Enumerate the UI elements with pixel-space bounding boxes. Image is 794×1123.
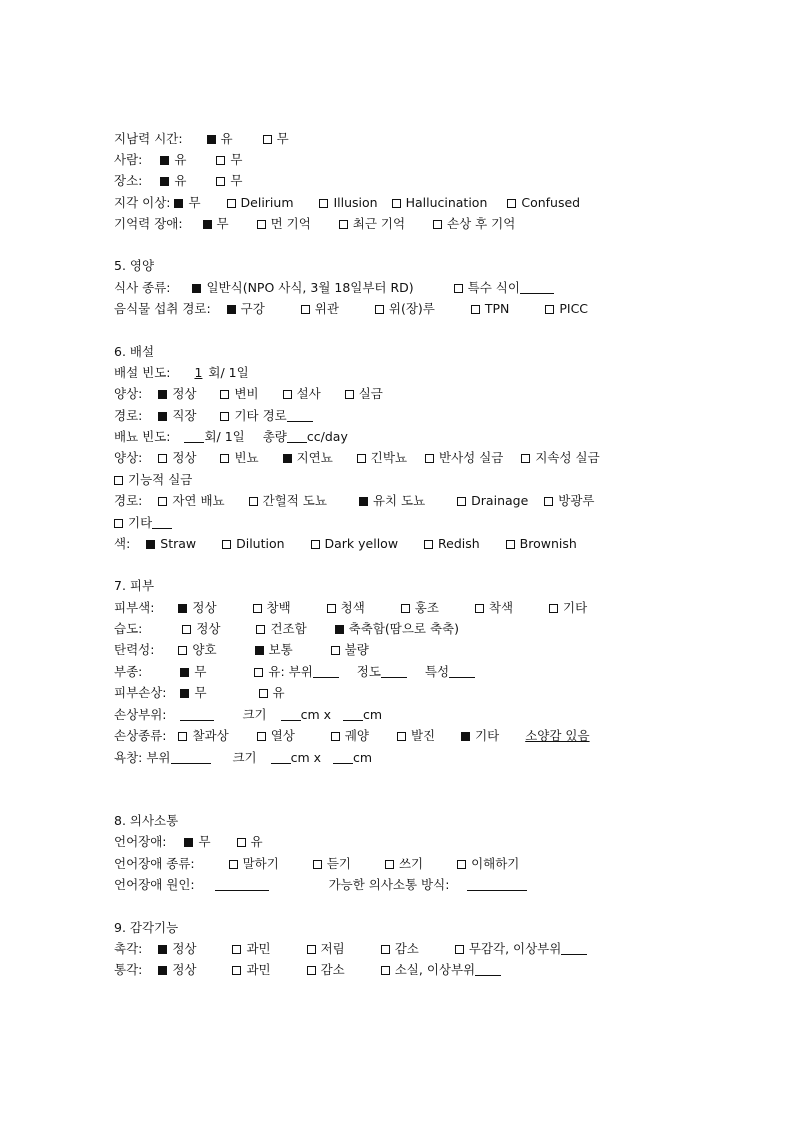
option-label: Drainage <box>471 493 529 508</box>
option-label: 자연 배뇨 <box>172 493 225 508</box>
orientation-person-row <box>114 152 242 168</box>
option-label: 특수 식이 <box>467 280 520 295</box>
section-heading: 8. 의사소통 <box>114 813 179 828</box>
blank-field[interactable] <box>152 516 172 529</box>
field-label: 양상: <box>114 386 143 401</box>
checkbox[interactable] <box>222 540 231 549</box>
checkbox-checked[interactable] <box>192 284 201 293</box>
option-label: 직장 <box>172 408 197 423</box>
checkbox[interactable] <box>283 390 292 399</box>
blank-field[interactable] <box>184 430 204 443</box>
field-label: 욕창: 부위 <box>114 750 171 765</box>
field-label: 언어장애 원인: <box>114 877 195 892</box>
unit-label: 회/ 1일 <box>204 429 245 444</box>
field-label: 경로: <box>114 408 143 423</box>
field-label: 언어장애 종류: <box>114 856 195 871</box>
checkbox[interactable] <box>257 220 266 229</box>
option-label: 청색 <box>340 600 365 615</box>
frequency-value[interactable]: 1 <box>194 365 203 380</box>
checkbox[interactable] <box>544 497 553 506</box>
checkbox[interactable] <box>254 668 263 677</box>
option-label: 설사 <box>296 386 321 401</box>
checkbox-checked[interactable] <box>180 668 189 677</box>
checkbox[interactable] <box>457 860 466 869</box>
checkbox[interactable] <box>220 412 229 421</box>
checkbox[interactable] <box>253 604 262 613</box>
blank-field[interactable] <box>287 430 307 443</box>
option-label: 정상 <box>172 962 197 977</box>
option-label: 홍조 <box>414 600 439 615</box>
field-label: 양상: <box>114 450 143 465</box>
field-label: 탄력성: <box>114 642 155 657</box>
blank-field[interactable] <box>449 665 475 678</box>
option-label: Redish <box>438 536 480 551</box>
option-label: 보통 <box>268 642 293 657</box>
blank-field[interactable] <box>467 878 527 891</box>
option-label: 건조함 <box>270 621 307 636</box>
option-label: 유 <box>220 131 233 146</box>
option-label: 위(장)루 <box>388 301 435 316</box>
option-label: 축축함(땀으로 축축) <box>348 621 459 636</box>
checkbox[interactable] <box>549 604 558 613</box>
field-label: 지각 이상: <box>114 195 171 210</box>
option-label: 과민 <box>246 941 271 956</box>
option-label: 방광루 <box>558 493 595 508</box>
checkbox[interactable] <box>220 454 229 463</box>
option-label: 정도 <box>356 664 381 679</box>
blank-field[interactable] <box>171 751 211 764</box>
option-label: 먼 기억 <box>270 216 311 231</box>
option-label: 무 <box>188 195 201 210</box>
option-label: 불량 <box>344 642 369 657</box>
field-label: 가능한 의사소통 방식: <box>328 877 450 892</box>
pressure-sore-row <box>114 750 372 766</box>
field-label: 습도: <box>114 621 143 636</box>
option-label: 유: 부위 <box>268 664 313 679</box>
checkbox[interactable] <box>545 305 554 314</box>
option-label: 유 <box>272 685 285 700</box>
section-heading: 5. 영양 <box>114 258 155 273</box>
option-label: 기타 경로 <box>234 408 287 423</box>
option-label: 감소 <box>394 941 419 956</box>
option-label: 간헐적 도뇨 <box>262 493 327 508</box>
checkbox[interactable] <box>257 732 266 741</box>
nutrition-diet-row <box>114 280 554 296</box>
speech-disorder-row <box>114 834 263 850</box>
option-label: 무 <box>216 216 229 231</box>
option-label: 유 <box>174 173 187 188</box>
checkbox-checked[interactable] <box>255 646 264 655</box>
option-label: 기타 <box>475 728 500 743</box>
checkbox[interactable] <box>385 860 394 869</box>
option-label: 기타 <box>563 600 588 615</box>
checkbox[interactable] <box>475 604 484 613</box>
total-label: 총량 <box>262 429 287 444</box>
checkbox[interactable] <box>381 945 390 954</box>
urine-pattern-row-cont <box>114 472 192 488</box>
field-label: 부종: <box>114 664 143 679</box>
option-label: TPN <box>484 301 510 316</box>
checkbox-checked[interactable] <box>184 838 193 847</box>
checkbox-checked[interactable] <box>335 625 344 634</box>
option-label: 기능적 실금 <box>128 472 193 487</box>
section-heading: 9. 감각기능 <box>114 920 179 935</box>
option-label: 저림 <box>320 941 345 956</box>
checkbox-checked[interactable] <box>180 689 189 698</box>
elimination-route-row <box>114 408 313 424</box>
option-label: 지속성 실금 <box>535 450 600 465</box>
checkbox[interactable] <box>307 966 316 975</box>
field-label: 통각: <box>114 962 143 977</box>
urine-pattern-row <box>114 450 600 466</box>
option-label: 궤양 <box>344 728 369 743</box>
checkbox[interactable] <box>158 454 167 463</box>
blank-field[interactable] <box>381 665 407 678</box>
unit-label: cm x <box>290 750 322 765</box>
option-label: 쓰기 <box>398 856 424 871</box>
field-label: 지남력 시간: <box>114 131 183 146</box>
field-label: 장소: <box>114 173 143 188</box>
option-label: 실금 <box>358 386 383 401</box>
option-label: Dilution <box>236 536 285 551</box>
checkbox[interactable] <box>433 220 442 229</box>
size-label: 크기 <box>232 750 257 765</box>
blank-field[interactable] <box>561 942 587 955</box>
checkbox[interactable] <box>397 732 406 741</box>
checkbox-checked[interactable] <box>158 966 167 975</box>
orientation-perception-row <box>114 195 580 211</box>
checkbox[interactable] <box>345 390 354 399</box>
skin-type-row <box>114 728 594 744</box>
blank-field[interactable] <box>343 708 363 721</box>
checkbox[interactable] <box>178 732 187 741</box>
checkbox-checked[interactable] <box>158 412 167 421</box>
checkbox[interactable] <box>263 135 272 144</box>
checkbox[interactable] <box>307 945 316 954</box>
field-label: 촉각: <box>114 941 143 956</box>
checkbox-checked[interactable] <box>158 945 167 954</box>
checkbox[interactable] <box>232 945 241 954</box>
option-label: 감소 <box>320 962 345 977</box>
checkbox-checked[interactable] <box>160 156 169 165</box>
checkbox[interactable] <box>425 454 434 463</box>
nutrition-route-row <box>114 301 588 317</box>
option-label: 무 <box>276 131 289 146</box>
option-label: Straw <box>160 536 197 551</box>
option-label: Confused <box>521 195 581 210</box>
section-heading: 6. 배설 <box>114 344 155 359</box>
blank-field[interactable] <box>287 409 313 422</box>
blank-field[interactable] <box>271 751 291 764</box>
option-label: 빈뇨 <box>234 450 259 465</box>
option-label: Illusion <box>333 195 378 210</box>
checkbox[interactable] <box>339 220 348 229</box>
touch-row <box>114 941 587 957</box>
option-label: Dark yellow <box>324 536 399 551</box>
checkbox[interactable] <box>220 390 229 399</box>
checkbox[interactable] <box>319 199 328 208</box>
checkbox-checked[interactable] <box>283 454 292 463</box>
option-label: 변비 <box>234 386 259 401</box>
checkbox[interactable] <box>392 199 401 208</box>
option-label: 과민 <box>246 962 271 977</box>
option-label: 착색 <box>488 600 514 615</box>
option-label: 이해하기 <box>471 856 520 871</box>
checkbox[interactable] <box>507 199 516 208</box>
option-label: 최근 기억 <box>352 216 406 231</box>
option-label: 말하기 <box>242 856 279 871</box>
option-label: Brownish <box>519 536 577 551</box>
checkbox[interactable] <box>227 199 236 208</box>
unit-label: cm x <box>300 707 331 722</box>
option-label: 무 <box>194 664 207 679</box>
option-label: Delirium <box>240 195 294 210</box>
option-label: 무감각, 이상부위 <box>468 941 562 956</box>
checkbox[interactable] <box>381 966 390 975</box>
option-label: 손상 후 기억 <box>447 216 516 231</box>
checkbox[interactable] <box>454 284 463 293</box>
option-label: 창백 <box>266 600 291 615</box>
orientation-memory-row <box>114 216 515 232</box>
blank-field[interactable] <box>215 878 269 891</box>
section-heading: 7. 피부 <box>114 578 155 593</box>
option-label: 지연뇨 <box>296 450 333 465</box>
checkbox[interactable] <box>229 860 238 869</box>
unit-label: cm <box>362 707 383 722</box>
option-label: 정상 <box>172 941 197 956</box>
checkbox[interactable] <box>301 305 310 314</box>
checkbox[interactable] <box>401 604 410 613</box>
checkbox[interactable] <box>331 646 340 655</box>
option-label: 정상 <box>172 450 197 465</box>
checkbox[interactable] <box>521 454 530 463</box>
elimination-pattern-row <box>114 386 383 402</box>
field-label: 사람: <box>114 152 143 167</box>
option-label: 반사성 실금 <box>439 450 504 465</box>
field-label: 손상종류: <box>114 728 167 743</box>
checkbox-checked[interactable] <box>158 390 167 399</box>
checkbox-checked[interactable] <box>227 305 236 314</box>
field-label: 손상부위: <box>114 707 167 722</box>
blank-field[interactable] <box>313 665 339 678</box>
checkbox[interactable] <box>158 497 167 506</box>
option-label: 발진 <box>410 728 436 743</box>
option-label: 유치 도뇨 <box>372 493 426 508</box>
orientation-time-row <box>114 131 289 147</box>
option-label: 구강 <box>240 301 265 316</box>
option-label: 유 <box>250 834 263 849</box>
option-label: 위관 <box>314 301 339 316</box>
option-label: 무 <box>230 152 243 167</box>
checkbox[interactable] <box>327 604 336 613</box>
blank-field[interactable] <box>333 751 353 764</box>
checkbox-checked[interactable] <box>203 220 212 229</box>
speech-type-row <box>114 856 519 872</box>
field-label: 배뇨 빈도: <box>114 429 171 444</box>
checkbox[interactable] <box>232 966 241 975</box>
field-label: 언어장애: <box>114 834 167 849</box>
option-label: 정상 <box>172 386 197 401</box>
checkbox[interactable] <box>424 540 433 549</box>
blank-field[interactable] <box>520 281 554 294</box>
checkbox[interactable] <box>375 305 384 314</box>
option-label: 듣기 <box>326 856 351 871</box>
skin-moisture-row <box>114 621 459 637</box>
option-label: 특성 <box>424 664 450 679</box>
field-label: 기억력 장애: <box>114 216 183 231</box>
checkbox-checked[interactable] <box>146 540 155 549</box>
checkbox-checked[interactable] <box>178 604 187 613</box>
unit-label: cm <box>352 750 373 765</box>
checkbox-checked[interactable] <box>160 177 169 186</box>
skin-edema-row <box>114 664 475 680</box>
unit-label: cc/day <box>306 429 348 444</box>
option-label: 찰과상 <box>192 728 229 743</box>
checkbox[interactable] <box>506 540 515 549</box>
checkbox[interactable] <box>249 497 258 506</box>
skin-color-row <box>114 600 587 616</box>
checkbox[interactable] <box>216 177 225 186</box>
speech-cause-row <box>114 877 527 893</box>
checkbox[interactable] <box>237 838 246 847</box>
skin-turgor-row <box>114 642 369 658</box>
checkbox[interactable] <box>455 945 464 954</box>
option-label: 무 <box>230 173 243 188</box>
checkbox-checked[interactable] <box>207 135 216 144</box>
checkbox[interactable] <box>313 860 322 869</box>
option-label: 기타 <box>128 515 153 530</box>
pain-row <box>114 962 501 978</box>
field-label: 식사 종류: <box>114 280 171 295</box>
urine-color-row <box>114 536 577 552</box>
checkbox[interactable] <box>457 497 466 506</box>
urine-freq-row <box>114 429 348 445</box>
checkbox[interactable] <box>259 689 268 698</box>
option-label: 양호 <box>192 642 217 657</box>
checkbox[interactable] <box>182 625 191 634</box>
blank-field[interactable] <box>475 963 501 976</box>
checkbox[interactable] <box>114 519 123 528</box>
checkbox[interactable] <box>216 156 225 165</box>
checkbox[interactable] <box>256 625 265 634</box>
unit-label: 회/ 1일 <box>208 365 249 380</box>
option-label: Hallucination <box>405 195 488 210</box>
checkbox[interactable] <box>178 646 187 655</box>
option-label: 무 <box>198 834 211 849</box>
skin-damage-row <box>114 685 285 701</box>
field-label: 경로: <box>114 493 143 508</box>
checkbox-checked[interactable] <box>461 732 470 741</box>
other-value[interactable]: 소양감 있음 <box>525 728 590 743</box>
option-label: 정상 <box>196 621 221 636</box>
option-label: PICC <box>559 301 589 316</box>
field-label: 색: <box>114 536 131 551</box>
blank-field[interactable] <box>281 708 301 721</box>
field-label: 배설 빈도: <box>114 365 171 380</box>
checkbox[interactable] <box>471 305 480 314</box>
checkbox[interactable] <box>311 540 320 549</box>
option-label: 소실, 이상부위 <box>394 962 476 977</box>
elimination-freq-row <box>114 365 249 381</box>
option-label: 정상 <box>192 600 217 615</box>
urine-route-row-cont <box>114 515 172 531</box>
skin-site-row <box>114 707 382 723</box>
checkbox[interactable] <box>114 476 123 485</box>
checkbox-checked[interactable] <box>174 199 183 208</box>
option-label: 유 <box>174 152 187 167</box>
checkbox[interactable] <box>331 732 340 741</box>
orientation-place-row <box>114 173 242 189</box>
option-label: 일반식(NPO 사식, 3월 18일부터 RD) <box>206 280 414 295</box>
field-label: 피부손상: <box>114 685 167 700</box>
checkbox-checked[interactable] <box>359 497 368 506</box>
checkbox[interactable] <box>357 454 366 463</box>
option-label: 무 <box>194 685 207 700</box>
field-label: 음식물 섭취 경로: <box>114 301 211 316</box>
blank-field[interactable] <box>180 708 214 721</box>
field-label: 피부색: <box>114 600 155 615</box>
size-label: 크기 <box>242 707 267 722</box>
option-label: 긴박뇨 <box>370 450 408 465</box>
urine-route-row <box>114 493 594 509</box>
option-label: 열상 <box>270 728 295 743</box>
